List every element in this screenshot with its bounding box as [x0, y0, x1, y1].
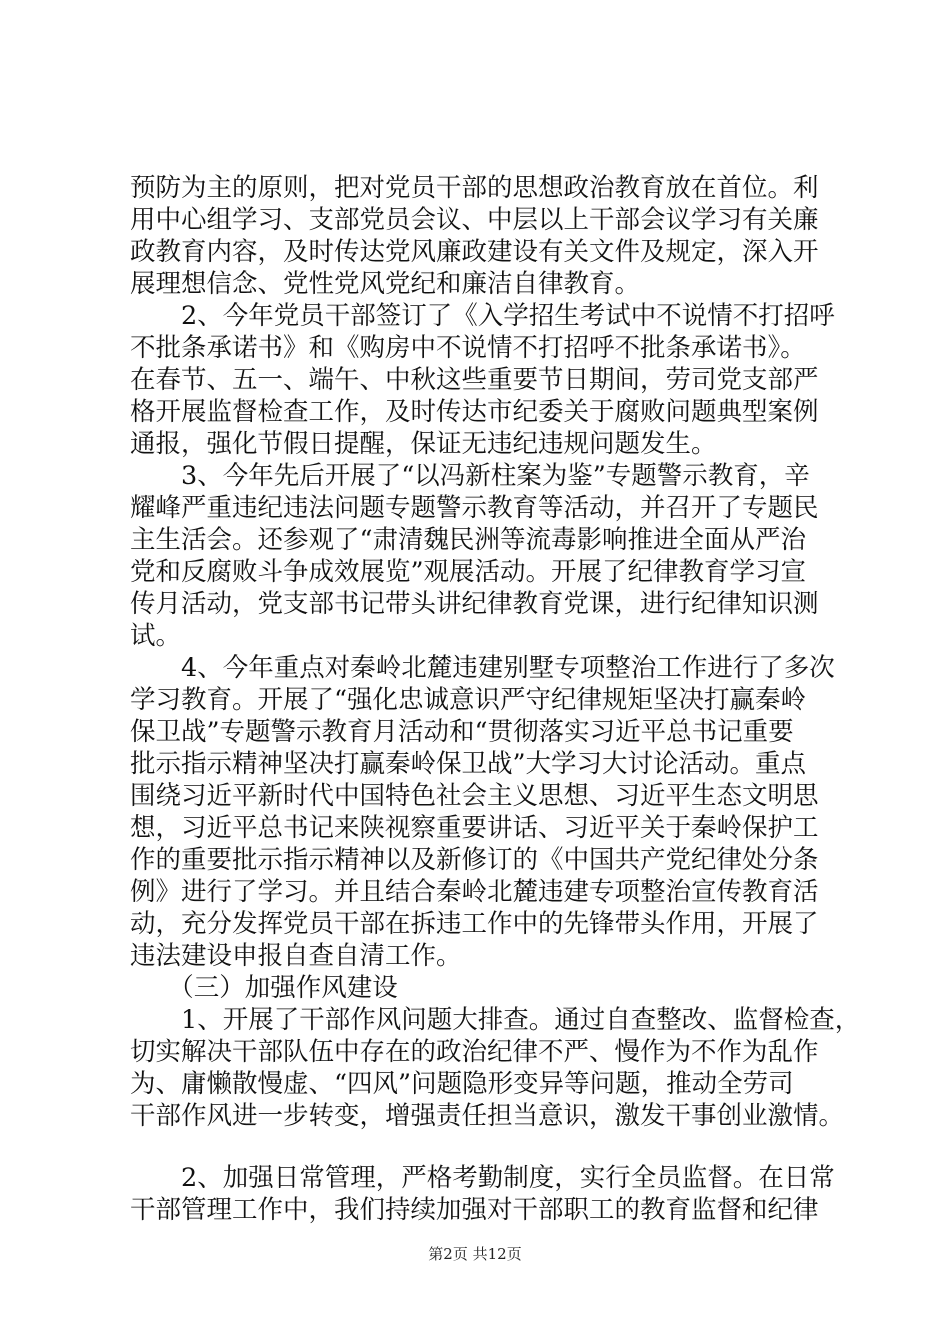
text-line: 党和反腐败斗争成效展览”观展活动。开展了纪律教育学习宣: [130, 557, 807, 587]
text-line: 4、今年重点对秦岭北麓违建别墅专项整治工作进行了多次: [130, 653, 835, 683]
text-line: 学习教育。开展了“强化忠诚意识严守纪律规矩坚决打赢秦岭: [130, 685, 807, 715]
text-line: 展理想信念、党性党风党纪和廉洁自律教育。: [130, 269, 641, 299]
page-footer: 第2页 共12页: [428, 1245, 522, 1263]
text-line: 干部管理工作中，我们持续加强对干部职工的教育监督和纪律: [130, 1195, 819, 1225]
text-line: 作的重要批示指示精神以及新修订的《中国共产党纪律处分条: [130, 845, 819, 875]
text-line: 例》进行了学习。并且结合秦岭北麓违建专项整治宣传教育活: [130, 877, 819, 907]
text-line: 违法建设申报自查自清工作。: [130, 941, 462, 971]
section-heading: （三）加强作风建设: [130, 973, 398, 1003]
text-line: 政教育内容，及时传达党风廉政建设有关文件及规定，深入开: [130, 237, 819, 267]
text-line: 不批条承诺书》和《购房中不说情不打招呼不批条承诺书》。: [130, 333, 806, 363]
text-line: 想，习近平总书记来陕视察重要讲话、习近平关于秦岭保护工: [130, 813, 819, 843]
text-line: 耀峰严重违纪违法问题专题警示教育等活动，并召开了专题民: [130, 493, 819, 523]
text-line: 动，充分发挥党员干部在拆违工作中的先锋带头作用，开展了: [130, 909, 819, 939]
text-line: 主生活会。还参观了“肃清魏民洲等流毒影响推进全面从严治: [130, 525, 807, 555]
text-line: 围绕习近平新时代中国特色社会主义思想、习近平生态文明思: [130, 781, 819, 811]
text-line: 1、开展了干部作风问题大排查。通过自查整改、监督检查，: [130, 1005, 861, 1035]
text-line: 2、加强日常管理，严格考勤制度，实行全员监督。在日常: [130, 1163, 835, 1193]
text-line: 为、庸懒散慢虚、“四风”问题隐形变异等问题，推动全劳司: [130, 1069, 794, 1099]
text-line: 切实解决干部队伍中存在的政治纪律不严、慢作为不作为乱作: [130, 1037, 819, 1067]
text-line: 干部作风进一步转变，增强责任担当意识，激发干事创业激情。: [130, 1101, 845, 1131]
text-line: 保卫战”专题警示教育月活动和“贯彻落实习近平总书记重要: [130, 717, 794, 747]
text-line: 2、今年党员干部签订了《入学招生考试中不说情不打招呼: [130, 301, 835, 331]
text-line: 用中心组学习、支部党员会议、中层以上干部会议学习有关廉: [130, 205, 819, 235]
text-line: 传月活动，党支部书记带头讲纪律教育党课，进行纪律知识测: [130, 589, 819, 619]
text-line: 在春节、五一、端午、中秋这些重要节日期间，劳司党支部严: [130, 365, 819, 395]
text-line: 预防为主的原则，把对党员干部的思想政治教育放在首位。利: [130, 173, 819, 203]
text-line: 试。: [130, 621, 182, 651]
text-line: 3、今年先后开展了“以冯新柱案为鉴”专题警示教育，辛: [130, 461, 810, 491]
text-line: 格开展监督检查工作，及时传达市纪委关于腐败问题典型案例: [130, 397, 819, 427]
text-line: 通报，强化节假日提醒，保证无违纪违规问题发生。: [130, 429, 717, 459]
text-line: 批示指示精神坚决打赢秦岭保卫战”大学习大讨论活动。重点: [130, 749, 807, 779]
